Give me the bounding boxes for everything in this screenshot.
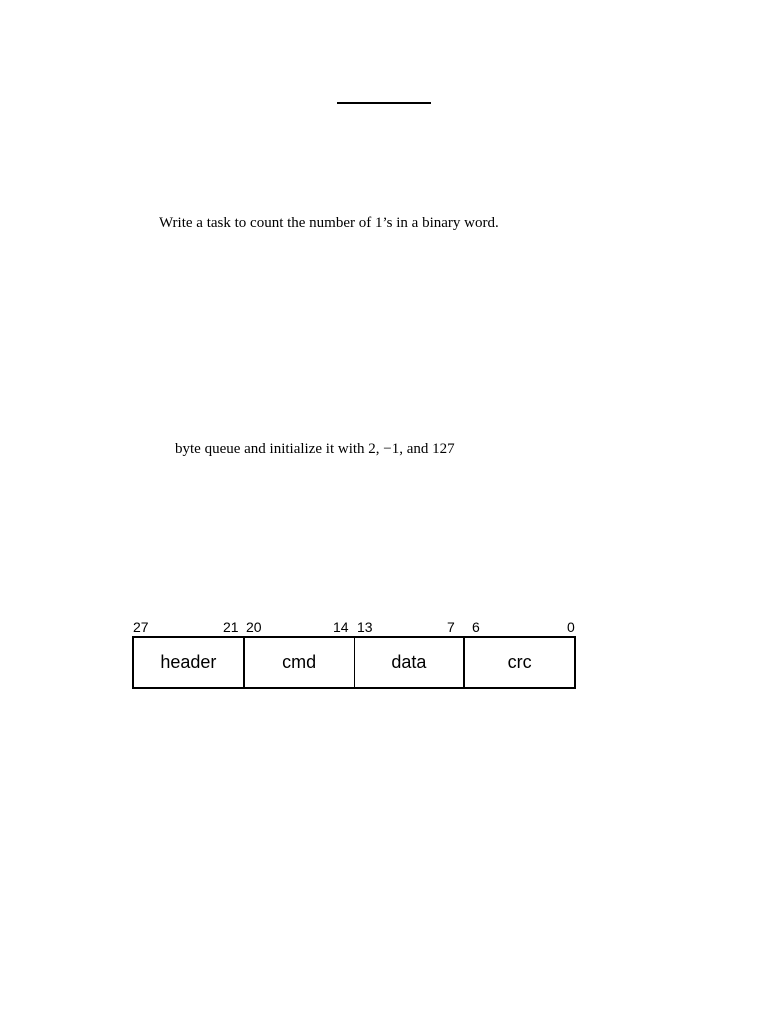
bit-label-21: 21 — [223, 619, 239, 635]
bit-label-6: 6 — [472, 619, 480, 635]
bit-label-27: 27 — [133, 619, 149, 635]
bit-label-20: 20 — [246, 619, 262, 635]
field-cmd: cmd — [243, 638, 354, 687]
question-text-count-ones: Write a task to count the number of 1’s in a binary word. — [159, 215, 499, 231]
title-underline — [337, 102, 431, 104]
bit-label-14: 14 — [333, 619, 349, 635]
field-data: data — [354, 638, 464, 687]
packet-fields — [132, 636, 576, 689]
bit-label-7: 7 — [447, 619, 455, 635]
bit-label-13: 13 — [357, 619, 373, 635]
question-text-byte-queue: byte queue and initialize it with 2, −1, and 127 — [175, 441, 455, 457]
bit-label-0: 0 — [567, 619, 575, 635]
field-header: header — [160, 652, 217, 672]
field-crc: crc — [463, 638, 574, 687]
